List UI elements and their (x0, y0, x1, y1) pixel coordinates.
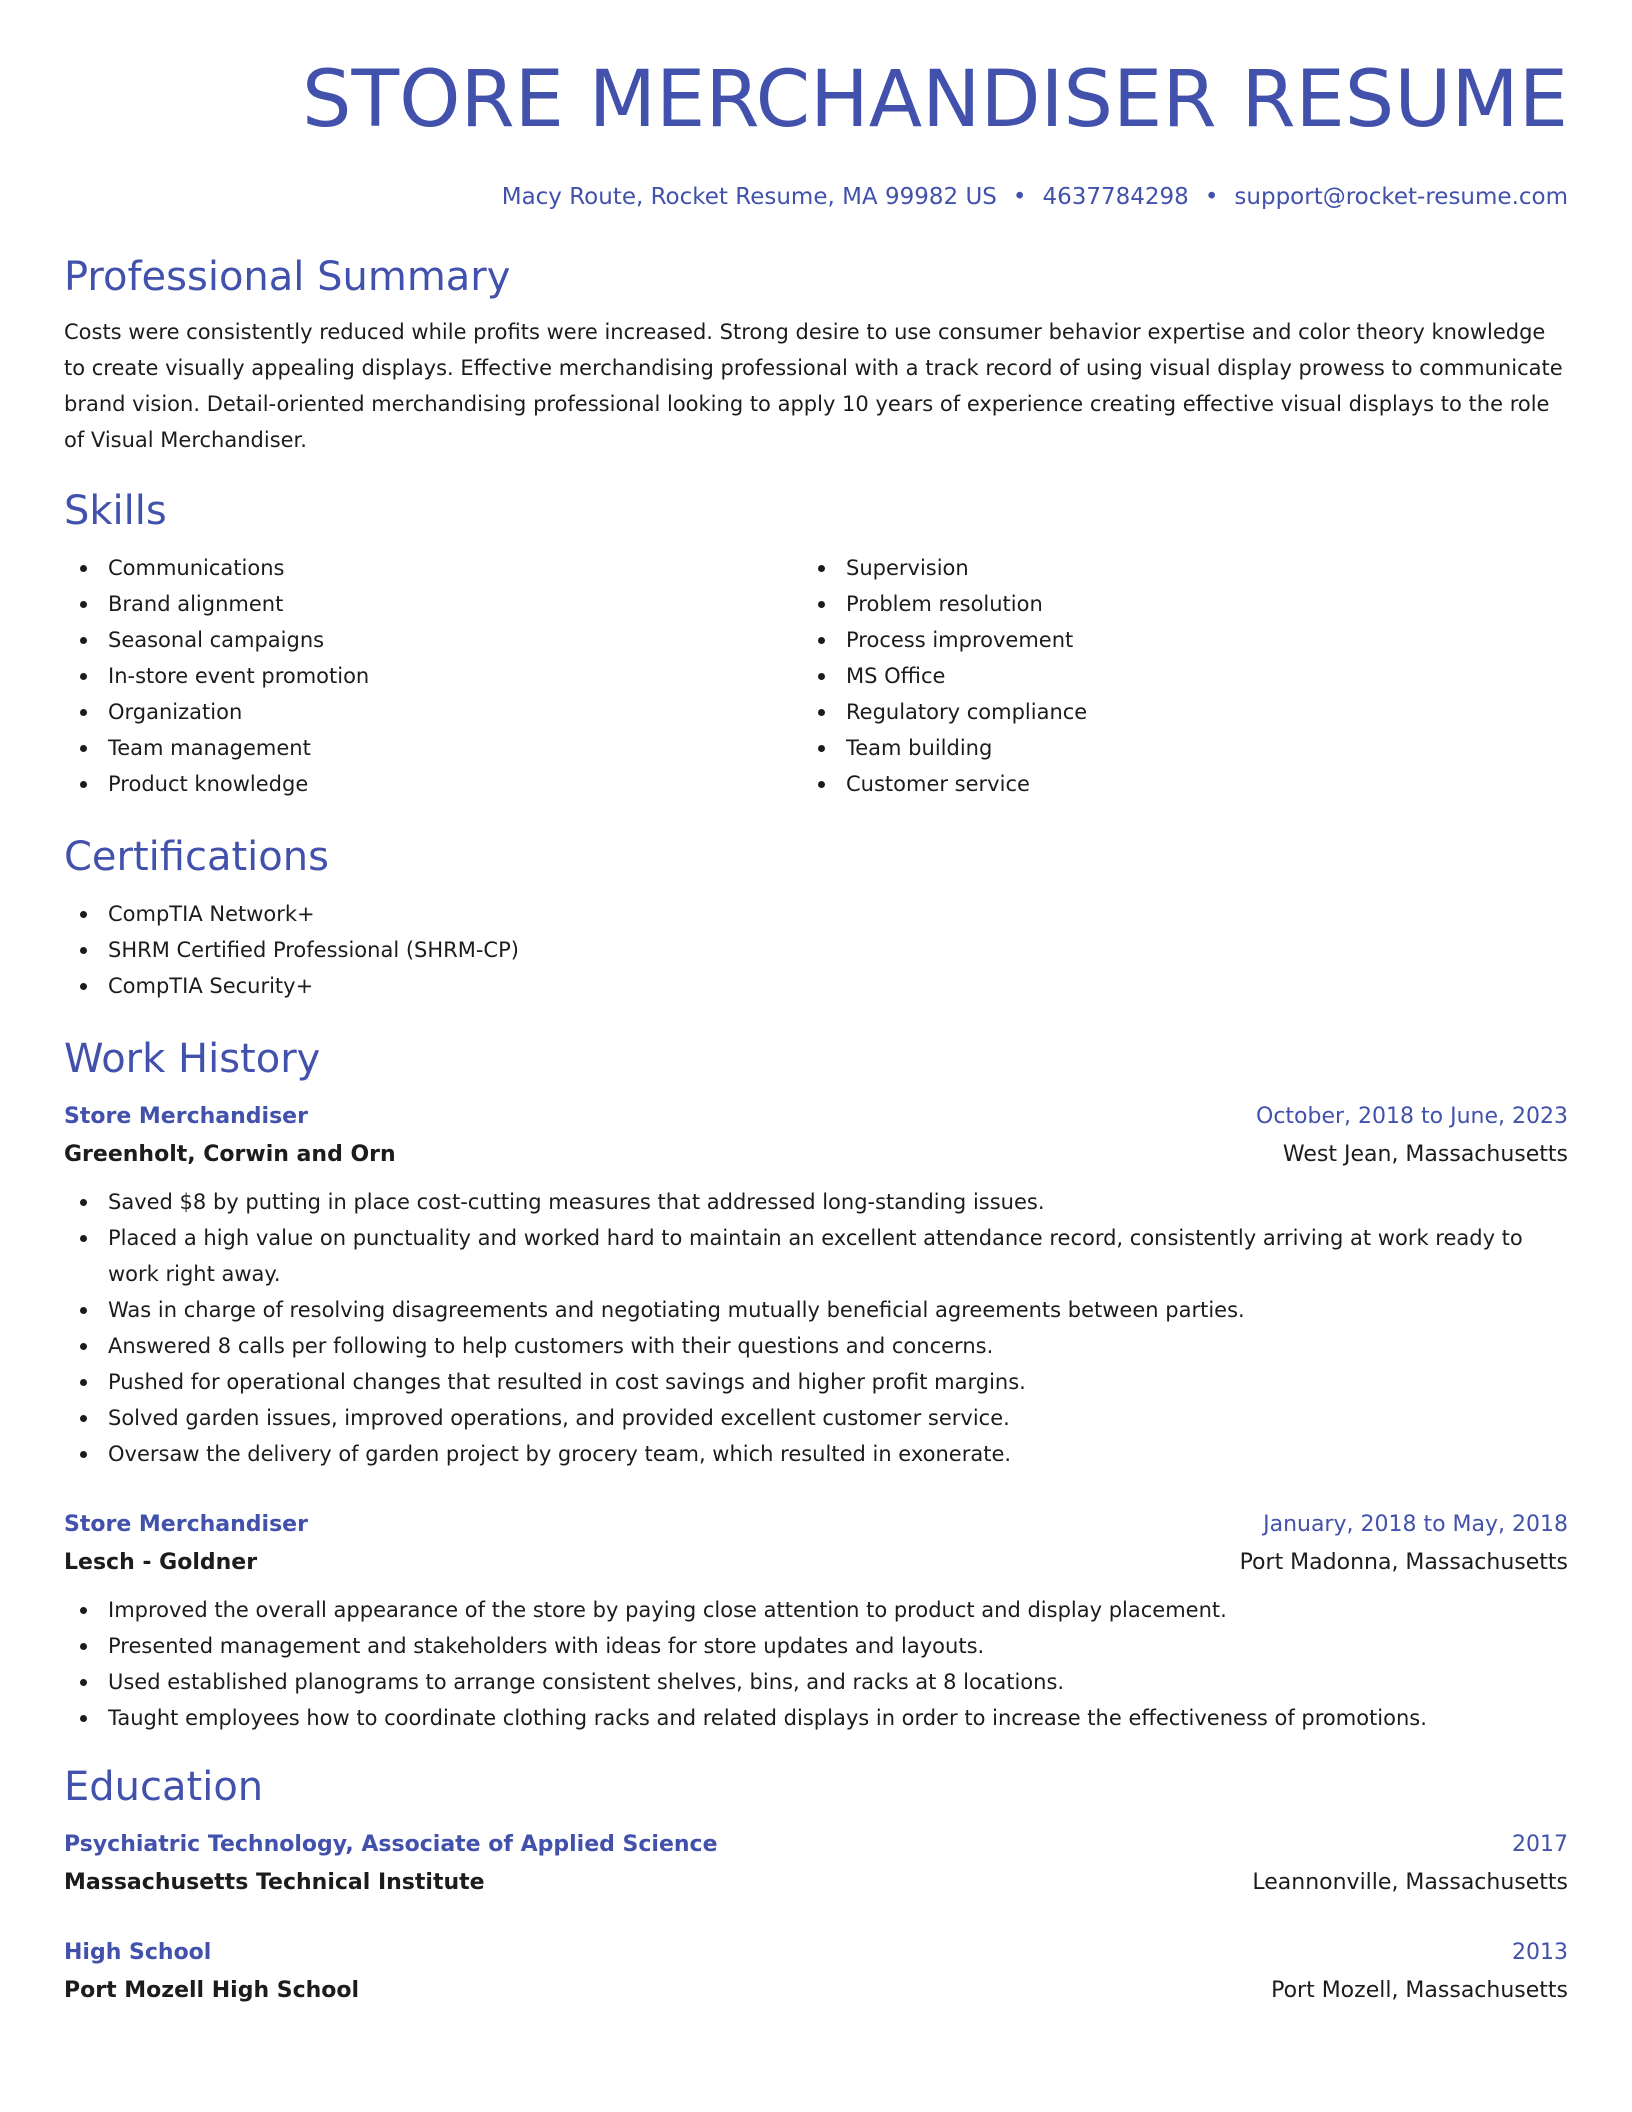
education-degree: High School (64, 1940, 212, 1965)
skills-column-right (802, 550, 1540, 802)
contact-separator: • (1204, 184, 1219, 210)
skill-item: Seasonal campaigns (64, 622, 802, 658)
education-degree-row (64, 1826, 1568, 1864)
skill-item: In-store event promotion (64, 658, 802, 694)
education-school-row (64, 1864, 1568, 1902)
certification-item: SHRM Certified Professional (SHRM-CP) (64, 932, 1568, 968)
skill-item: Organization (64, 694, 802, 730)
certifications-list (64, 896, 1568, 1004)
job-dates: October, 2018 to June, 2023 (1256, 1104, 1568, 1129)
contact-address: Macy Route, Rocket Resume, MA 99982 US (501, 184, 997, 210)
job-bullet: Placed a high value on punctuality and worked hard to maintain an excellent attendance record, consistently arriving at work ready to work right away. (64, 1220, 1568, 1292)
skill-item: MS Office (802, 658, 1540, 694)
education-year: 2017 (1512, 1832, 1568, 1857)
skill-item: Supervision (802, 550, 1540, 586)
education-school: Massachusetts Technical Institute (64, 1870, 485, 1895)
job-bullet: Used established planograms to arrange consistent shelves, bins, and racks at 8 locations. (64, 1664, 1568, 1700)
job-bullet-list (64, 1592, 1568, 1736)
contact-line (64, 182, 1568, 212)
skill-item: Process improvement (802, 622, 1540, 658)
job-bullet: Answered 8 calls per following to help customers with their questions and concerns. (64, 1328, 1568, 1364)
job-bullet: Taught employees how to coordinate clothing racks and related displays in order to increase the effectiveness of promotions. (64, 1700, 1568, 1736)
contact-email[interactable]: support@rocket-resume.com (1234, 184, 1568, 210)
job-title: Store Merchandiser (64, 1512, 308, 1537)
job-location: Port Madonna, Massachusetts (1239, 1550, 1568, 1575)
job-bullet: Was in charge of resolving disagreements and negotiating mutually beneficial agreements between parties. (64, 1292, 1568, 1328)
job-title: Store Merchandiser (64, 1104, 308, 1129)
skill-item: Problem resolution (802, 586, 1540, 622)
resume-title: STORE MERCHANDISER RESUME (301, 55, 1568, 145)
job-bullet-list (64, 1184, 1568, 1472)
job-bullet: Solved garden issues, improved operations, and provided excellent customer service. (64, 1400, 1568, 1436)
education-school: Port Mozell High School (64, 1978, 360, 2003)
skill-item: Brand alignment (64, 586, 802, 622)
skill-item: Regulatory compliance (802, 694, 1540, 730)
education-school-row (64, 1972, 1568, 2010)
education-location: Port Mozell, Massachusetts (1271, 1978, 1568, 2003)
skills-columns (64, 550, 1568, 802)
job-bullet: Presented management and stakeholders with ideas for store updates and layouts. (64, 1628, 1568, 1664)
job-location: West Jean, Massachusetts (1282, 1142, 1568, 1167)
work-history-heading: Work History (64, 1036, 321, 1082)
job-bullet: Saved $8 by putting in place cost-cutting measures that addressed long-standing issues. (64, 1184, 1568, 1220)
education-entry (64, 1826, 1568, 1902)
contact-phone: 4637784298 (1042, 184, 1189, 210)
job-bullet: Improved the overall appearance of the store by paying close attention to product and display placement. (64, 1592, 1568, 1628)
skill-item: Customer service (802, 766, 1540, 802)
job-bullet: Pushed for operational changes that resulted in cost savings and higher profit margins. (64, 1364, 1568, 1400)
education-degree-row (64, 1934, 1568, 1972)
job-title-row (64, 1506, 1568, 1544)
education-year: 2013 (1512, 1940, 1568, 1965)
contact-separator: • (1012, 184, 1027, 210)
job-bullet: Oversaw the delivery of garden project by grocery team, which resulted in exonerate. (64, 1436, 1568, 1472)
skill-item: Product knowledge (64, 766, 802, 802)
job-company: Greenholt, Corwin and Orn (64, 1142, 396, 1167)
education-entry (64, 1934, 1568, 2010)
skills-list-left (64, 550, 802, 802)
skill-item: Team management (64, 730, 802, 766)
skill-item: Team building (802, 730, 1540, 766)
skills-list-right (802, 550, 1540, 802)
skill-item: Communications (64, 550, 802, 586)
skills-heading: Skills (64, 488, 167, 534)
job-entry (64, 1098, 1568, 1472)
education-degree: Psychiatric Technology, Associate of Applied Science (64, 1832, 718, 1857)
job-company: Lesch - Goldner (64, 1550, 258, 1575)
education-heading: Education (64, 1764, 264, 1810)
certifications-heading: Certifications (64, 834, 329, 880)
job-company-row (64, 1544, 1568, 1582)
job-company-row (64, 1136, 1568, 1174)
job-dates: January, 2018 to May, 2018 (1263, 1512, 1568, 1537)
certification-item: CompTIA Network+ (64, 896, 1568, 932)
summary-heading: Professional Summary (64, 254, 511, 300)
education-location: Leannonville, Massachusetts (1252, 1870, 1568, 1895)
certification-item: CompTIA Security+ (64, 968, 1568, 1004)
job-entry (64, 1506, 1568, 1736)
skills-column-left (64, 550, 802, 802)
job-title-row (64, 1098, 1568, 1136)
summary-text: Costs were consistently reduced while profits were increased. Strong desire to use consumer behavior expertise and color theory knowledge to create visually appealing displays. Effective merchandising professional with a track record of using visual display prowess to communicate brand vision. Detail-oriented merchandising professional looking to apply 10 years of experience creating effective visual displays to the role of Visual Merchandiser. (64, 320, 1563, 452)
